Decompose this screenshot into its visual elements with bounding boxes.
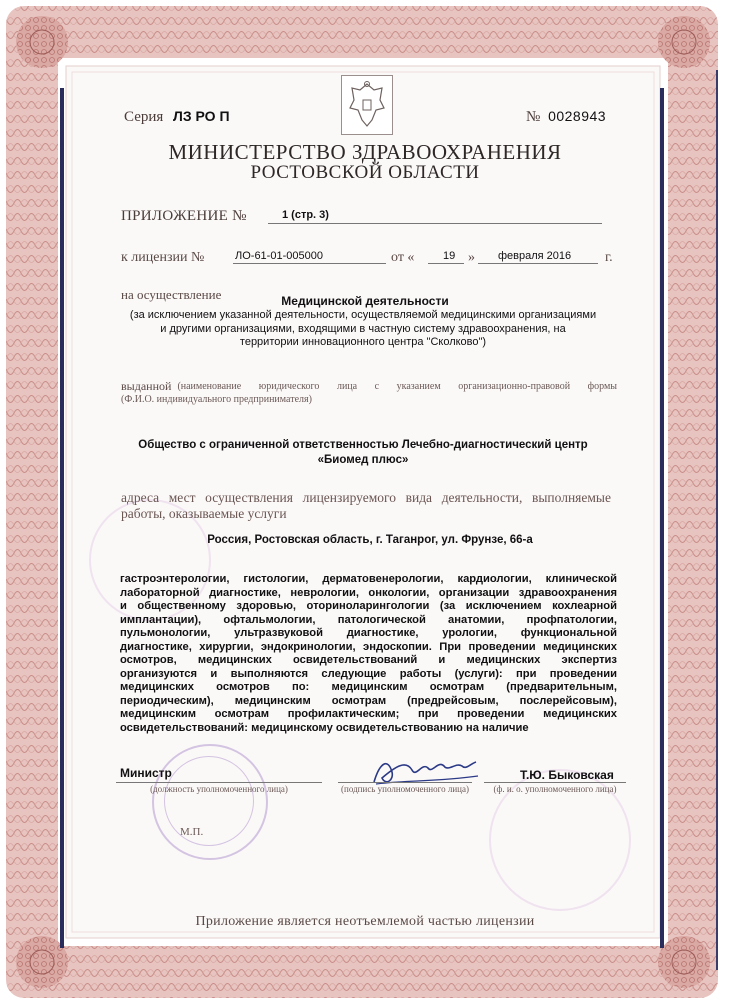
ministry-title-line2: РОСТОВСКОЙ ОБЛАСТИ — [250, 162, 480, 183]
activity-line: и другими организациями, входящими в частную систему здравоохранения, на — [160, 322, 566, 335]
license-day-underline — [428, 263, 464, 264]
scan-edge-right-outer — [716, 70, 718, 970]
services-line: медицинских осмотров по: медицинским осмотрам (предварительным, — [120, 681, 617, 694]
license-prefix: к лицензии № — [121, 250, 205, 265]
services-line: диагностике, хирургии, эндокринологии, эндоскопии. При проведении медицинских — [120, 640, 617, 653]
issued-to-hint1: (наименование юридического лица с указанием организационно-правовой формы — [177, 381, 617, 392]
addresses-label — [121, 490, 611, 522]
series-row — [124, 108, 230, 126]
sign-underline — [338, 782, 472, 783]
series-value: ЛЗ РО П — [173, 108, 230, 124]
position-underline — [116, 782, 322, 783]
ministry-title-line1: МИНИСТЕРСТВО ЗДРАВООХРАНЕНИЯ — [168, 140, 562, 164]
services-line: периодическим), медицинским осмотрам (предрейсовым, послерейсовым), — [120, 694, 617, 707]
addresses-label-line: работы, оказываемые услуги — [121, 506, 287, 521]
services-line: осмотров, медицинских освидетельствований и медицинских экспертиз — [120, 654, 617, 667]
license-close-quote: » — [468, 250, 475, 265]
license-number-underline — [233, 263, 386, 264]
services-list — [120, 573, 617, 736]
sign-hint: (подпись уполномоченного лица) — [341, 784, 469, 794]
issued-to-label: выданной — [121, 379, 172, 393]
activity-description — [100, 309, 626, 350]
license-number: ЛО-61-01-005000 — [235, 250, 323, 262]
services-line: гастроэнтерологии, гистологии, дерматовенерологии, кардиологии, клинической — [120, 573, 617, 585]
appendix-underline — [268, 223, 602, 224]
signatory-position: Министр — [120, 766, 172, 780]
name-hint: (ф. и. о. уполномоченного лица) — [493, 784, 617, 794]
license-year-suffix: г. — [605, 250, 613, 265]
addresses-label-line: адреса мест осуществления лицензируемого вида деятельности, выполняемые — [121, 490, 611, 505]
services-line: медицинским осмотрам профилактическим; при проведении медицинских — [120, 708, 617, 721]
form-number: 0028943 — [548, 108, 607, 124]
number-label: № — [526, 109, 541, 125]
license-day: 19 — [443, 250, 456, 262]
services-line: лабораторной диагностике, неврологии, онкологии, организации здравоохранения — [120, 586, 617, 599]
services-line: и общественному здоровью, оториноларингологии (за исключением кохлеарной — [120, 600, 617, 613]
number-row — [526, 108, 606, 126]
name-underline — [484, 782, 626, 783]
services-line: освидетельствований: медицинскому освидетельствованию на наличие — [120, 722, 529, 735]
organization-line: Общество с ограниченной ответственностью Лечебно-диагностический центр — [138, 439, 588, 451]
issued-to-hint2: (Ф.И.О. индивидуального предпринимателя) — [121, 394, 312, 405]
scan-edge-left — [60, 88, 64, 948]
issued-to-block — [121, 380, 617, 406]
license-from-label: от « — [391, 250, 415, 265]
activity-line: территории инновационного центра "Сколково") — [239, 336, 487, 348]
activity-title: Медицинской деятельности — [281, 294, 449, 308]
stamp-place-label: М.П. — [180, 826, 204, 838]
official-seal — [152, 744, 268, 860]
footer-note: Приложение является неотъемлемой частью лицензии — [195, 914, 535, 929]
appendix-value: 1 (стр. 3) — [282, 209, 329, 221]
signatory-name: Т.Ю. Быковская — [520, 768, 614, 782]
service-address: Россия, Ростовская область, г. Таганрог, ул. Фрунзе, 66-а — [207, 534, 533, 546]
services-line: имплантации), офтальмологии, патологической анатомии, профпатологии, — [120, 613, 617, 626]
license-month-year: февраля 2016 — [498, 250, 572, 262]
organization-name — [100, 438, 626, 468]
coat-of-arms-emblem — [341, 75, 393, 135]
license-month-underline — [478, 263, 598, 264]
services-line: организуются и выполняются следующие работы (услуги): при проведении — [120, 667, 617, 680]
position-hint: (должность уполномоченного лица) — [150, 784, 288, 794]
activity-label: на осуществление — [121, 287, 222, 302]
scan-edge-right — [660, 88, 664, 948]
appendix-label: ПРИЛОЖЕНИЕ № — [121, 208, 247, 224]
series-label: Серия — [124, 109, 164, 125]
organization-line: «Биомед плюс» — [317, 454, 409, 466]
services-line: пульмонологии, ультразвуковой диагностике, урологии, функциональной — [120, 627, 617, 640]
activity-line: (за исключением указанной деятельности, осуществляемой медицинскими организациями — [129, 309, 597, 321]
